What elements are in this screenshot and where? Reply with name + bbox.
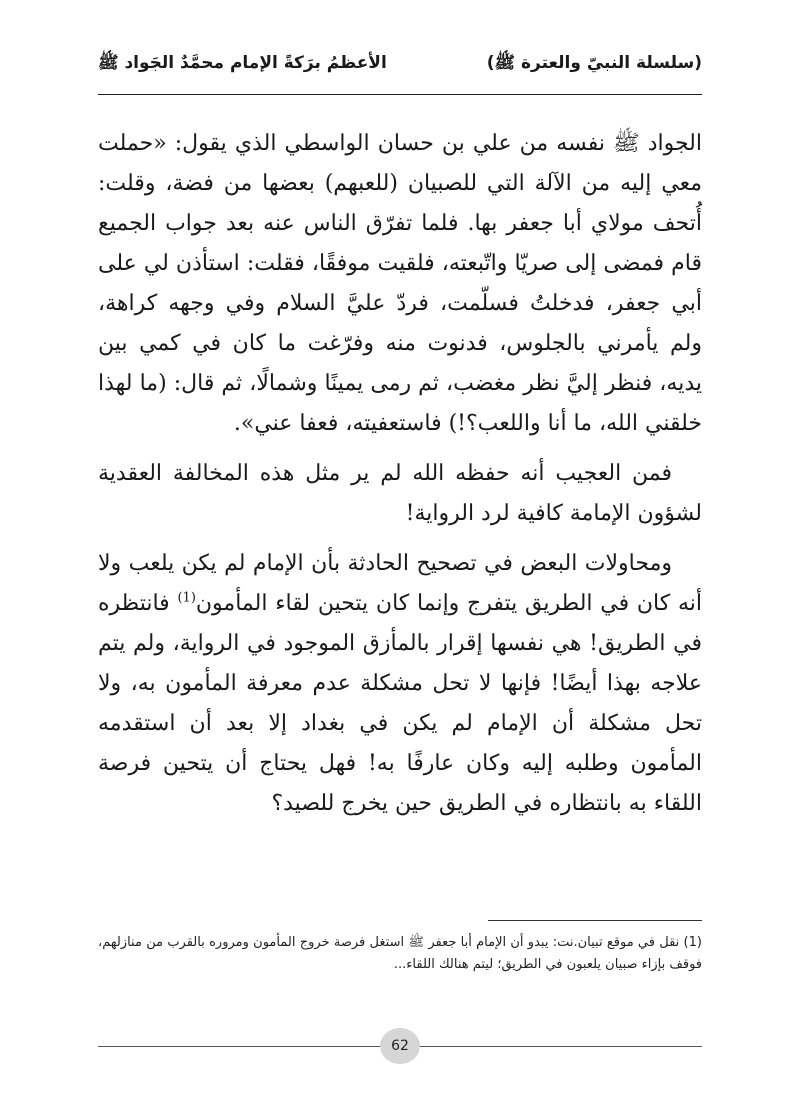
page-footer bbox=[98, 1028, 702, 1064]
paragraph-3-part-2: فانتظره في الطريق! هي نفسها إقرار بالمأزق الموجود في الرواية، ولم يتم علاجه بهذا أيضًا! فإنها لا تحل مشكلة عدم معرفة المأمون به، ولا تحل مشكلة أن الإمام لم يكن في بغداد إلا بعد أن استقدمه المأمون وطلبه إليه وكان عارفًا به! فهل يحتاج أن يتحين فرصة اللقاء به بانتظاره في الطريق حين يخرج للصيد؟ bbox=[98, 591, 702, 816]
footnote-divider bbox=[488, 920, 702, 921]
paragraph-3 bbox=[98, 544, 702, 824]
book-title: الأعظمُ برَكةً الإمام محمَّدٌ الجَواد ﷺ bbox=[98, 52, 387, 73]
header-divider bbox=[98, 94, 702, 95]
footnote: (1) نقل في موقع تبيان.نت: يبدو أن الإمام أبا جعفر ﷺ استغل فرصة خروج المأمون ومروره بالقرب من منازلهم، فوقف بإزاء صبيان يلعبون في الطريق؛ ليتم هنالك اللقاء... bbox=[98, 935, 702, 972]
footnote-reference[interactable]: (1) bbox=[177, 590, 196, 606]
paragraph-2: فمن العجيب أنه حفظه الله لم ير مثل هذه المخالفة العقدية لشؤون الإمامة كافية لرد الرواية! bbox=[98, 461, 702, 526]
paragraph-1: الجواد ﷺ نفسه من علي بن حسان الواسطي الذي يقول: «حملت معي إليه من الآلة التي للصبيان (للعبهم) بعضها من فضة، وقلت: أُتحف مولاي أبا جعفر بها. فلما تفرّق الناس عنه بعد جواب الجميع قام فمضى إلى صريّا واتّبعته، فلقيت موفقًا، فقلت: استأذن لي على أبي جعفر، فدخلتُ فسلّمت، فردّ عليَّ السلام وفي وجهه كراهة، ولم يأمرني بالجلوس، فدنوت منه وفرّغت ما كان في كمي بين يديه، فنظر إليَّ نظر مغضب، ثم رمى يمينًا وشمالًا، ثم قال: (ما لهذا خلقني الله، ما أنا واللعب؟!) فاستعفيته، فعفا عني». bbox=[98, 131, 702, 436]
main-text bbox=[98, 124, 702, 834]
series-title: (سلسلة النبيّ والعترة ﷺ) bbox=[486, 52, 702, 73]
page-number: 62 bbox=[380, 1028, 420, 1064]
running-header bbox=[98, 44, 702, 84]
paragraph-3-part-1: ومحاولات البعض في تصحيح الحادثة بأن الإمام لم يكن يلعب ولا أنه كان في الطريق يتفرج وإنما كان يتحين لقاء المأمون bbox=[98, 551, 702, 616]
